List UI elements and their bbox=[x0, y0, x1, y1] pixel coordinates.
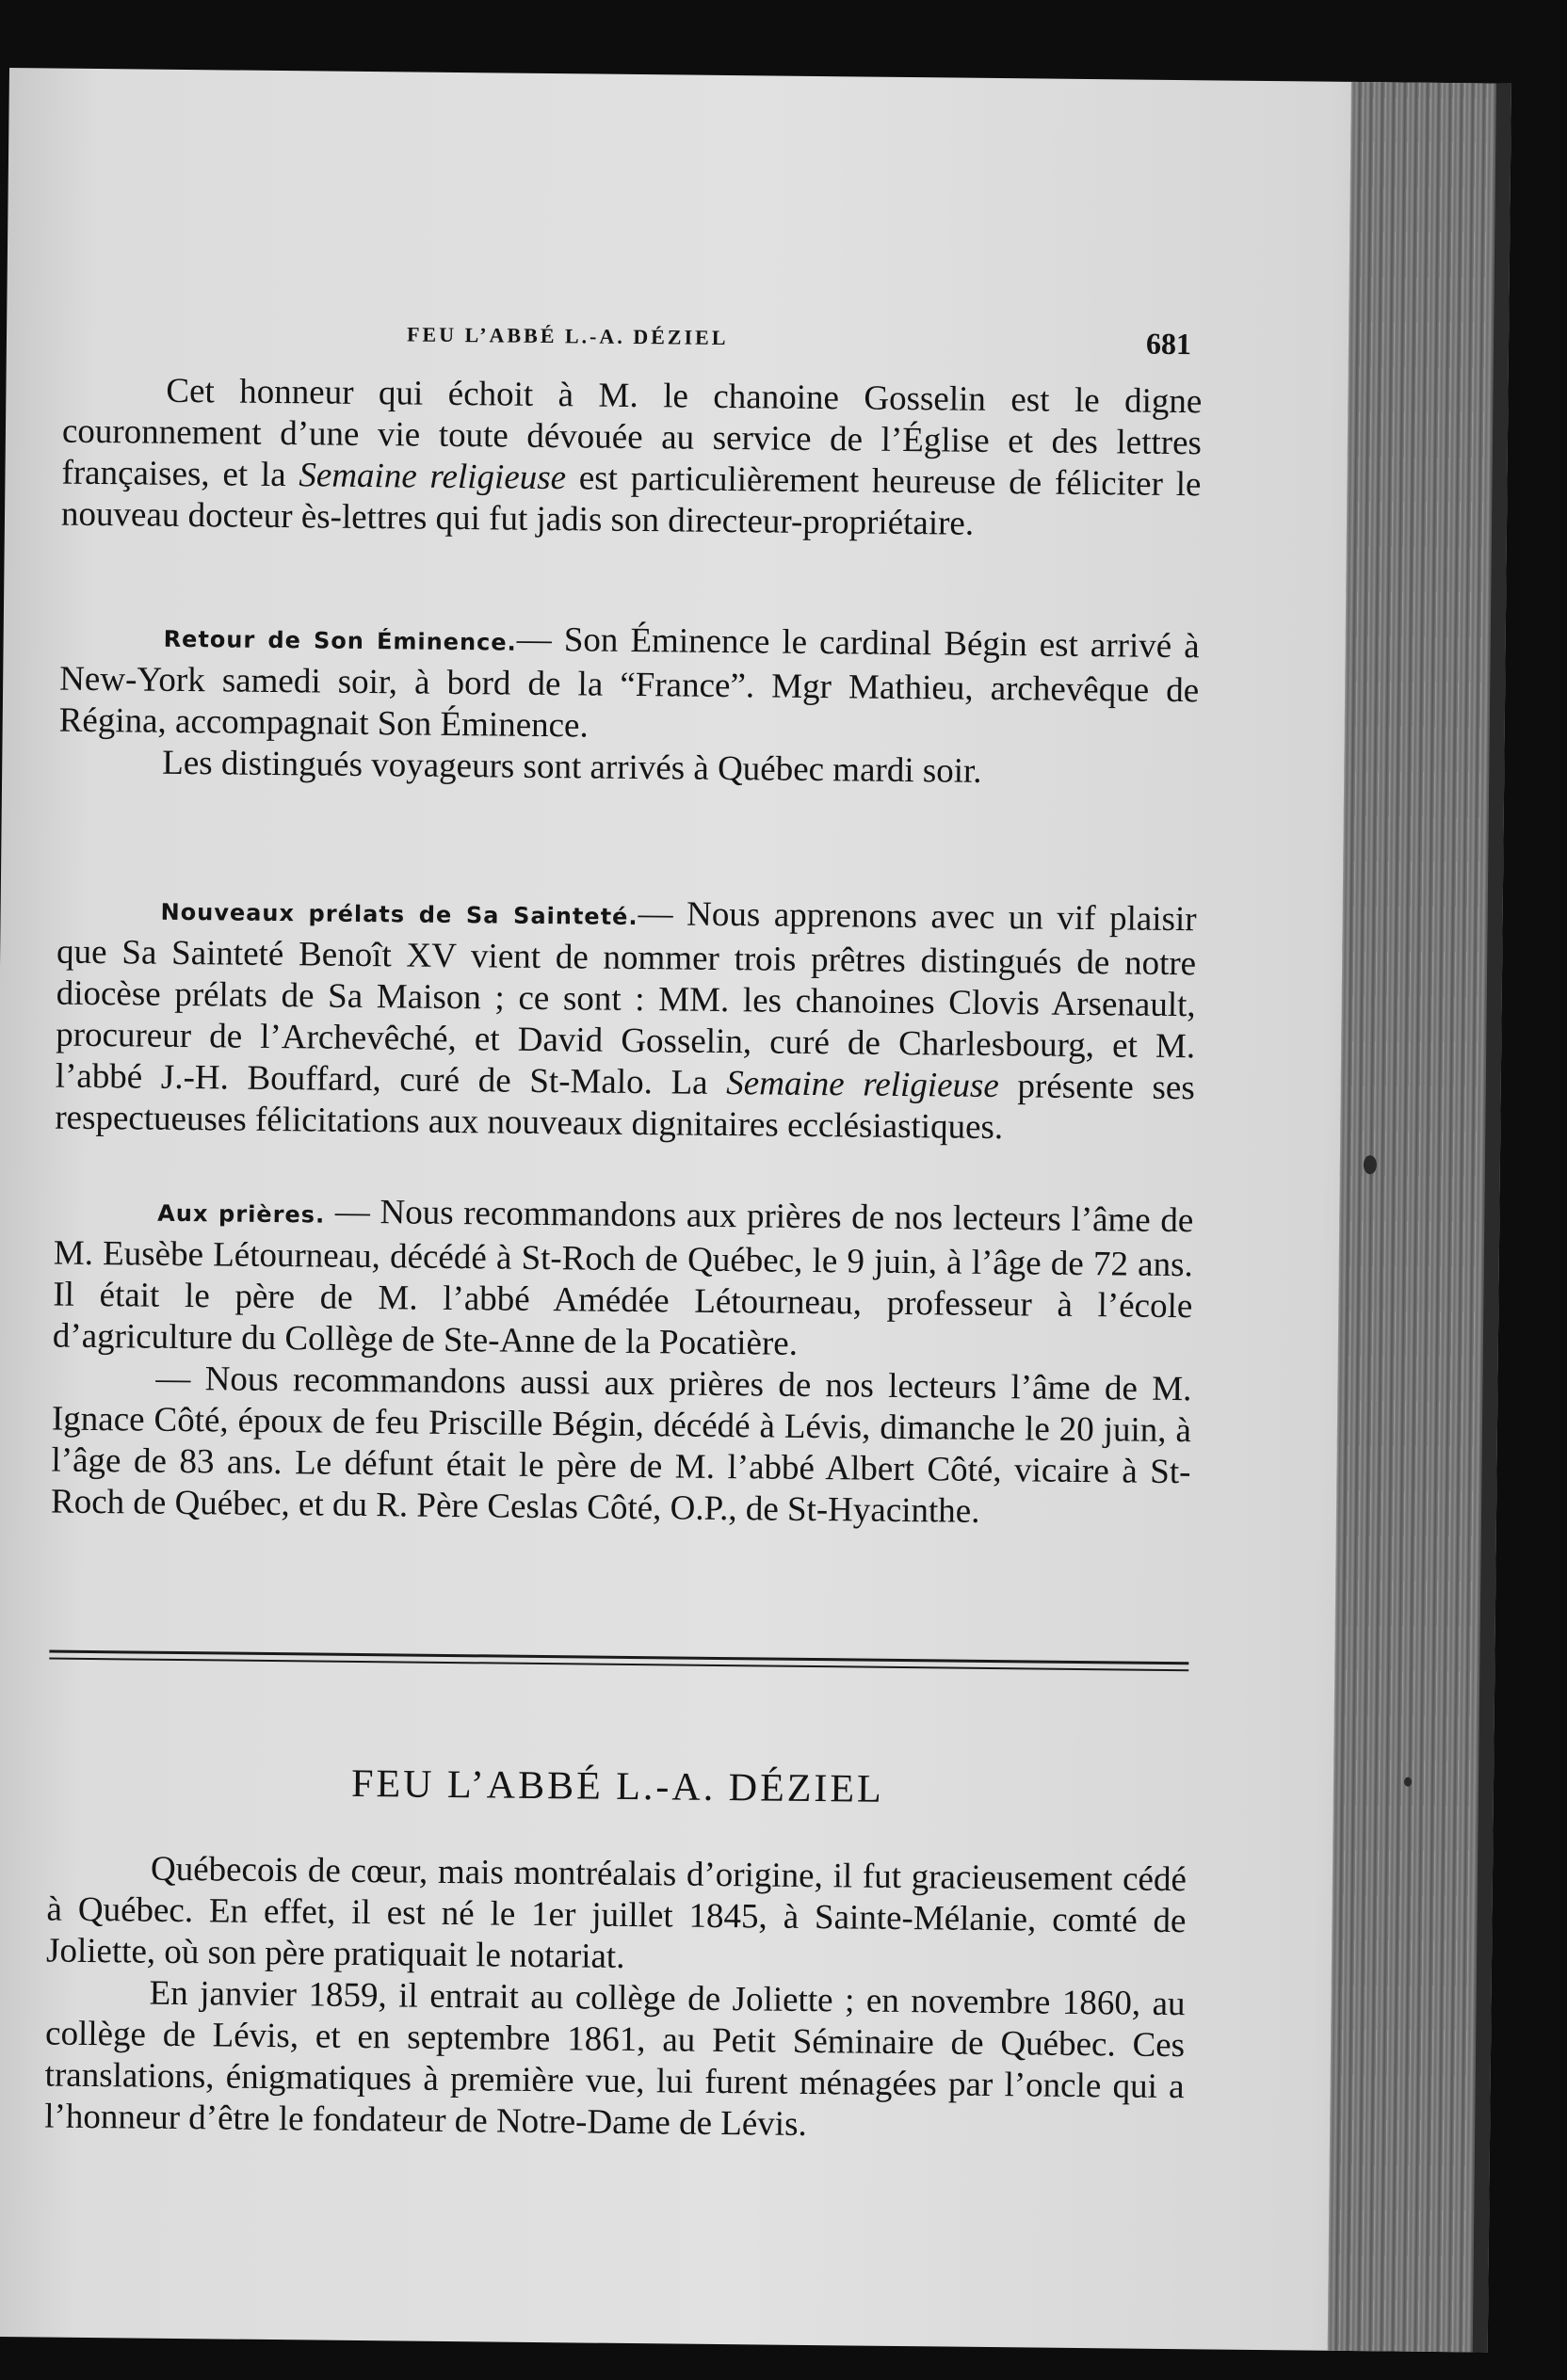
article-body bbox=[44, 1848, 1187, 2150]
notice-text-after: présente ses respectueuses félicitations aux nouveaux dignitaires ecclésiastiques. bbox=[55, 1067, 1195, 1148]
intro-paragraph bbox=[61, 370, 1203, 548]
notice-paragraph bbox=[53, 1189, 1194, 1370]
dust-speck bbox=[1404, 1777, 1412, 1787]
notice-journal-name: Semaine religieuse bbox=[726, 1064, 1000, 1106]
notice-text: — Nous recommandons aux prières de nos lecteurs l’âme de M. Eusèbe Létourneau, décédé à St-Roch de Québec, le 9 juin, à l’âge de 72 ans. Il était le père de M. l’abbé Amédée Létourneau, professeur à l’école d’agriculture du Collège de Ste-Anne de la Pocatière. bbox=[52, 1192, 1194, 1363]
notice-text: — Son Éminence le cardinal Bégin est arrivé à New-York samedi soir, à bord de la “France”. Mgr Mathieu, archevêque de Régina, accompagnait Son Éminence. bbox=[58, 619, 1200, 746]
section-rule-top bbox=[49, 1650, 1188, 1665]
running-head bbox=[63, 315, 1203, 365]
notice-continuation: — Nous recommandons aussi aux prières de nos lecteurs l’âme de M. Ignace Côté, époux de feu Priscille Bégin, décédé à Lévis, dimanche le 20 juin, à l’âge de 83 ans. Le défunt était le père de M. l’abbé Albert Côté, vicaire à St-Roch de Québec, et du R. Père Ceslas Côté, O.P., de St-Hyacinthe. bbox=[50, 1359, 1192, 1531]
text-column bbox=[44, 69, 1205, 2144]
notice-text-prefix: La bbox=[670, 1063, 727, 1103]
notice-paragraph bbox=[55, 888, 1197, 1151]
notice-prelats bbox=[55, 888, 1197, 1151]
running-title: FEU L’ABBÉ L.-A. DÉZIEL bbox=[406, 322, 729, 350]
notice-heading: Aux prières. bbox=[157, 1199, 326, 1229]
book-page bbox=[0, 68, 1511, 2353]
page-number: 681 bbox=[1145, 326, 1192, 362]
article-title: FEU L’ABBÉ L.-A. DÉZIEL bbox=[350, 1761, 884, 1811]
intro-paragraph-block bbox=[61, 370, 1203, 548]
notice-text: — Nous apprenons avec un vif plaisir que Sa Sainteté Benoît XV vient de nommer trois prêtres distingués de notre diocèse prélats de Sa Maison ; ce sont : MM. les chanoines Clovis Arsenault, procureur de l’Archevêché, et David Gosselin, curé de Charlesbourg, et M. l’abbé J.-H. Bouffard, curé de St-Malo. bbox=[55, 894, 1197, 1102]
intro-text-before: Cet honneur qui échoit à M. le chanoine Gosselin est le digne couronnement d’une vie toute dévouée au service de l’Église et des lettres françaises, et la bbox=[61, 371, 1203, 495]
intro-text-after: est particulièrement heureuse de féliciter le nouveau docteur ès-lettres qui fut jadis son directeur-propriétaire. bbox=[60, 458, 1202, 543]
notice-paragraph bbox=[59, 615, 1200, 754]
notice-retour bbox=[58, 615, 1200, 796]
notice-heading: Nouveaux prélats de Sa Sainteté. bbox=[160, 898, 638, 931]
article-paragraph-1: Québecois de cœur, mais montréalais d’origine, il fut gracieusement cédé à Québec. En effet, il est né le 1er juillet 1845, à Sainte-Mélanie, comté de Joliette, où son père pratiquait le notariat. bbox=[45, 1849, 1187, 1976]
intro-journal-name: Semaine religieuse bbox=[299, 456, 567, 498]
notice-heading: Retour de Son Éminence. bbox=[163, 625, 517, 656]
notice-continuation: Les distingués voyageurs sont arrivés à Québec mardi soir. bbox=[162, 743, 982, 791]
notice-prieres bbox=[51, 1189, 1194, 1536]
article-paragraph-2: En janvier 1859, il entrait au collège de Joliette ; en novembre 1860, au collège de Lévis, et en septembre 1861, au Petit Séminaire de Québec. Ces translations, énigmatiques à première vue, lui furent ménagées par l’oncle qui a l’honneur d’être le fondateur de Notre-Dame de Lévis. bbox=[44, 1973, 1186, 2144]
